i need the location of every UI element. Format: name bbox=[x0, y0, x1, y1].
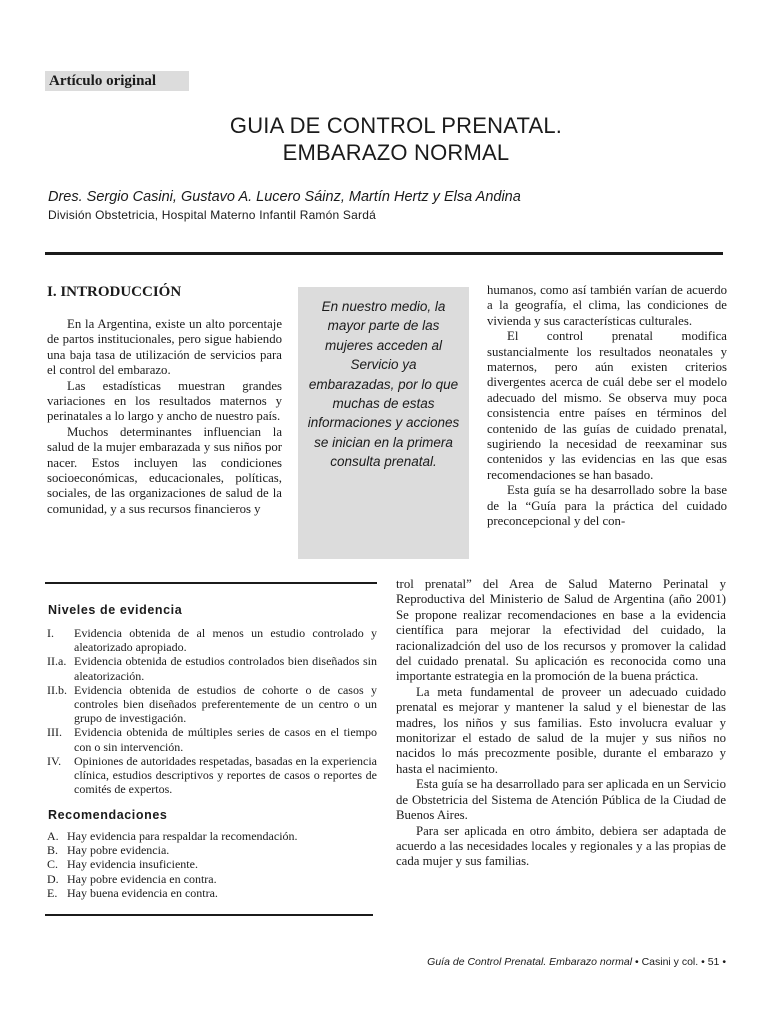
recommendation-text: Hay buena evidencia en contra. bbox=[67, 885, 218, 900]
paragraph: Las estadísticas muestran grandes variaciones en los resultados maternos y perinatales a lo largo y ancho de nuestro país. bbox=[47, 378, 282, 424]
evidence-levels-title: Niveles de evidencia bbox=[48, 603, 183, 617]
recommendation-text: Hay evidencia insuficiente. bbox=[67, 857, 198, 872]
paragraph: humanos, como así también varían de acuerdo a la geografía, el clima, las condiciones de vivienda y sus características culturales. bbox=[487, 283, 727, 328]
intro-column-wide bbox=[396, 577, 726, 922]
recommendations-list bbox=[47, 829, 377, 900]
recommendation-item bbox=[47, 857, 377, 871]
recommendation-text: Hay pobre evidencia en contra. bbox=[67, 871, 217, 886]
intro-column-left bbox=[47, 317, 282, 567]
section-heading: I. INTRODUCCIÓN bbox=[47, 284, 182, 300]
affiliation: División Obstetricia, Hospital Materno Infantil Ramón Sardá bbox=[48, 208, 376, 222]
evidence-levels-list bbox=[47, 626, 377, 796]
recommendation-item bbox=[47, 829, 377, 843]
paragraph: Esta guía se ha desarrollado sobre la base de la “Guía para la práctica del cuidado preconcepcional y del con- bbox=[487, 483, 727, 529]
evidence-level-item bbox=[47, 683, 377, 726]
evidence-level-key: I. bbox=[47, 626, 54, 640]
pull-quote-box bbox=[298, 287, 469, 559]
evidence-level-key: II.b. bbox=[47, 682, 67, 697]
footer-authors: Casini y col. bbox=[641, 956, 699, 968]
footer-bullet: • bbox=[634, 956, 639, 968]
recommendation-text: Hay evidencia para respaldar la recomendación. bbox=[67, 829, 298, 843]
authors: Dres. Sergio Casini, Gustavo A. Lucero Sáinz, Martín Hertz y Elsa Andina bbox=[48, 189, 521, 205]
evidence-level-text: Evidencia obtenida de estudios controlados bien diseñados sin aleatorización. bbox=[74, 654, 377, 683]
evidence-level-item bbox=[47, 754, 377, 797]
evidence-level-text: Evidencia obtenida de al menos un estudio controlado y aleatorizado apropiado. bbox=[74, 626, 377, 655]
footer-bullet: • bbox=[722, 956, 726, 968]
paragraph: El control prenatal modifica sustancialmente los resultados neonatales y maternos, pero aún existen criterios divergentes acerca de cuál debe ser el modelo adecuado del mismo. Se observa muy poca consistencia entre países en términos del contenido de las guías de cuidado prenatal, sugiriendo la necesidad de reexaminar sus contenidos y las evidencias en las que esas recomendaciones se han basado. bbox=[487, 329, 727, 482]
pull-quote: En nuestro medio, la mayor parte de las mujeres acceden al Servicio ya embarazadas, por lo que muchas de estas informaciones y acciones se inician en la primera consulta prenatal. bbox=[307, 299, 460, 470]
evidence-level-item bbox=[47, 654, 377, 682]
paragraph: Muchos determinantes influencian la salud de la mujer embarazada y sus niños por nacer. Estos incluyen las condiciones socioeconómicas, educacionales, políticas, sociales, de las organizaciones de salud de la comunidad, y a sus recursos financieros y bbox=[47, 424, 282, 516]
recommendation-item bbox=[47, 843, 377, 857]
intro-column-right bbox=[487, 283, 727, 567]
evidence-level-item bbox=[47, 725, 377, 753]
page-footer bbox=[396, 956, 726, 968]
recommendation-item bbox=[47, 872, 377, 886]
paragraph: En la Argentina, existe un alto porcentaje de partos institucionales, pero sigue habiendo una baja tasa de utilización de servicios para el control del embarazo. bbox=[47, 317, 282, 378]
article-type-label: Artículo original bbox=[45, 71, 189, 91]
evidence-level-text: Evidencia obtenida de múltiples series de casos en el tiempo con o sin intervención. bbox=[74, 725, 377, 754]
recommendation-key: D. bbox=[47, 871, 59, 886]
evidence-level-text: Evidencia obtenida de estudios de cohorte o de casos y controles bien diseñados preferentemente de un centro o un grupo de investigación. bbox=[74, 682, 377, 726]
recommendations-title: Recomendaciones bbox=[48, 808, 168, 822]
recommendation-key: E. bbox=[47, 885, 58, 900]
evidence-level-text: Opiniones de autoridades respetadas, basadas en la experiencia clínica, estudios descriptivos y reportes de casos o reportes de comités de expertos. bbox=[74, 753, 377, 797]
title-line-2: EMBARAZO NORMAL bbox=[282, 140, 510, 165]
page-number: 51 bbox=[707, 956, 720, 968]
title-line-1: GUIA DE CONTROL PRENATAL. bbox=[229, 113, 563, 138]
evidence-level-key: III. bbox=[47, 725, 62, 740]
evidence-box-top-rule bbox=[45, 582, 377, 584]
article-title bbox=[150, 112, 642, 166]
recommendation-key: A. bbox=[47, 829, 59, 843]
evidence-level-key: II.a. bbox=[47, 654, 67, 669]
recommendation-text: Hay pobre evidencia. bbox=[67, 843, 170, 858]
header-divider bbox=[45, 252, 723, 255]
recommendation-item bbox=[47, 886, 377, 900]
footer-bullet: • bbox=[701, 956, 705, 968]
footer-journal-title: Guía de Control Prenatal. Embarazo normal bbox=[427, 956, 633, 968]
paragraph: La meta fundamental de proveer un adecuado cuidado prenatal es mejorar y mantener la salud y el bienestar de las madres, los niños y sus familias. Esto involucra evaluar y monitorizar el estado de salud de la mujer y sus niños no nacidos lo más precozmente posible, durante el embarazo y hasta el nacimiento. bbox=[396, 684, 726, 776]
recommendation-key: B. bbox=[47, 843, 59, 858]
evidence-level-key: IV. bbox=[47, 753, 62, 768]
recommendation-key: C. bbox=[47, 857, 59, 872]
paragraph: Esta guía se ha desarrollado para ser aplicada en un Servicio de Obstetricia del Sistema de Atención Pública de la Ciudad de Buenos Aires. bbox=[396, 777, 726, 823]
evidence-level-item bbox=[47, 626, 377, 654]
paragraph: Para ser aplicada en otro ámbito, debiera ser adaptada de acuerdo a las necesidades locales y regionales y a las propias de cada mujer y sus familias. bbox=[396, 823, 726, 869]
paragraph: trol prenatal” del Area de Salud Materno Perinatal y Reproductiva del Ministerio de Salud de Argentina (año 2001) Se propone realizar recomendaciones en base a la evidencia científica para mejorar la efectividad del cuidado, la racionalizadción del uso de los recursos y promover la calidad del cuidado prenatal. Su aplicación es reconocida como una importante estrategia en la promoción de la buena práctica. bbox=[396, 577, 726, 684]
evidence-box-bottom-rule bbox=[45, 914, 373, 916]
